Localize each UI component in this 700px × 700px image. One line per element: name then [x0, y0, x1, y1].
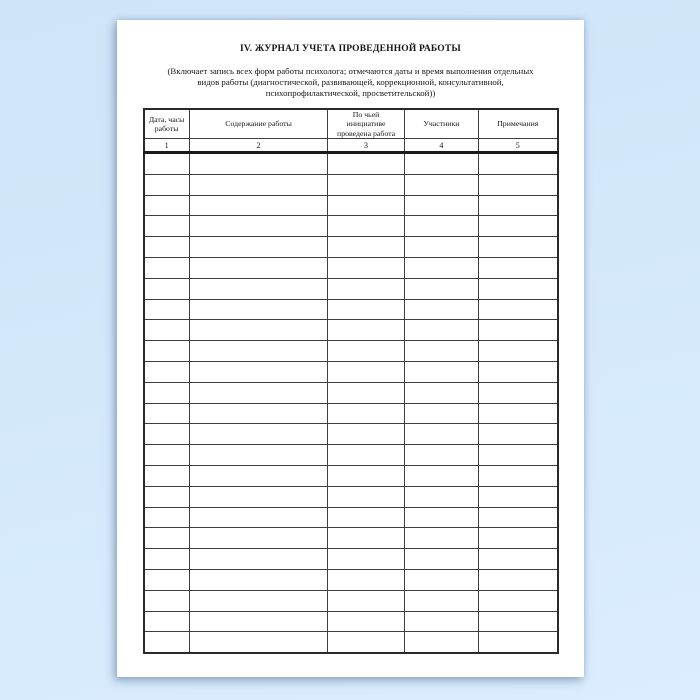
column-header-initiative	[328, 109, 404, 139]
empty-table-cell	[479, 278, 558, 299]
empty-table-cell	[189, 278, 328, 299]
empty-table-cell	[479, 237, 558, 258]
subtitle-line-1: (Включает запись всех форм работы психолога; отмечаются даты и время выполнения отдельных	[167, 66, 534, 76]
empty-table-cell	[144, 382, 190, 403]
empty-table-cell	[404, 299, 478, 320]
empty-table-cell	[479, 341, 558, 362]
empty-table-row	[144, 445, 558, 466]
empty-table-row	[144, 361, 558, 382]
empty-table-cell	[189, 528, 328, 549]
empty-table-cell	[328, 299, 404, 320]
empty-table-cell	[144, 424, 190, 445]
empty-table-cell	[479, 382, 558, 403]
empty-table-cell	[404, 590, 478, 611]
empty-table-cell	[404, 569, 478, 590]
empty-table-cell	[479, 549, 558, 570]
empty-table-cell	[328, 632, 404, 653]
empty-table-cell	[189, 361, 328, 382]
empty-table-cell	[404, 237, 478, 258]
empty-table-row	[144, 465, 558, 486]
empty-table-row	[144, 382, 558, 403]
empty-table-row	[144, 611, 558, 632]
empty-table-cell	[328, 257, 404, 278]
subtitle-line-3: психопрофилактической, просветительской))	[265, 88, 436, 98]
column-number-3: 3	[328, 139, 404, 153]
empty-table-cell	[404, 528, 478, 549]
empty-table-cell	[479, 590, 558, 611]
empty-table-cell	[189, 320, 328, 341]
empty-table-cell	[404, 174, 478, 195]
empty-table-cell	[479, 403, 558, 424]
empty-table-cell	[404, 382, 478, 403]
empty-table-cell	[404, 341, 478, 362]
empty-table-row	[144, 632, 558, 653]
column-number-row	[144, 139, 558, 153]
empty-table-cell	[404, 507, 478, 528]
empty-table-row	[144, 403, 558, 424]
empty-table-cell	[189, 611, 328, 632]
empty-table-cell	[189, 195, 328, 216]
empty-table-cell	[328, 195, 404, 216]
empty-table-cell	[144, 361, 190, 382]
empty-table-cell	[144, 528, 190, 549]
empty-table-cell	[479, 195, 558, 216]
empty-table-cell	[479, 153, 558, 175]
page-subtitle	[117, 66, 584, 99]
empty-table-cell	[144, 153, 190, 175]
empty-table-cell	[328, 486, 404, 507]
empty-table-cell	[328, 403, 404, 424]
empty-table-cell	[144, 486, 190, 507]
empty-table-cell	[144, 216, 190, 237]
empty-table-cell	[479, 320, 558, 341]
empty-table-cell	[189, 445, 328, 466]
empty-table-cell	[144, 195, 190, 216]
header-line: Дата, часы	[148, 114, 185, 124]
empty-table-cell	[144, 237, 190, 258]
empty-table-cell	[144, 403, 190, 424]
empty-table-cell	[144, 445, 190, 466]
empty-table-cell	[144, 507, 190, 528]
empty-table-cell	[189, 403, 328, 424]
empty-table-row	[144, 424, 558, 445]
empty-table-cell	[328, 237, 404, 258]
empty-table-cell	[189, 153, 328, 175]
empty-table-cell	[189, 465, 328, 486]
empty-table-row	[144, 486, 558, 507]
column-header-notes	[479, 109, 558, 139]
empty-table-row	[144, 320, 558, 341]
empty-table-cell	[144, 549, 190, 570]
header-line: Примечания	[497, 119, 539, 129]
empty-table-cell	[144, 174, 190, 195]
column-header-date-hours	[144, 109, 190, 139]
empty-table-cell	[189, 569, 328, 590]
header-line: По чьей	[352, 110, 380, 120]
empty-table-cell	[144, 257, 190, 278]
empty-table-cell	[189, 257, 328, 278]
empty-table-cell	[404, 257, 478, 278]
column-header-work-content	[189, 109, 328, 139]
empty-table-cell	[144, 341, 190, 362]
table-head	[144, 109, 558, 153]
empty-table-cell	[144, 611, 190, 632]
empty-table-cell	[404, 445, 478, 466]
empty-table-cell	[404, 549, 478, 570]
empty-table-cell	[404, 424, 478, 445]
header-line: Участники	[423, 119, 460, 129]
empty-table-cell	[404, 216, 478, 237]
empty-table-cell	[479, 445, 558, 466]
empty-table-cell	[404, 611, 478, 632]
empty-table-cell	[328, 507, 404, 528]
empty-table-cell	[328, 341, 404, 362]
empty-table-cell	[144, 320, 190, 341]
empty-table-cell	[328, 590, 404, 611]
empty-table-row	[144, 174, 558, 195]
document-page	[117, 20, 584, 677]
empty-table-cell	[144, 569, 190, 590]
empty-table-cell	[479, 507, 558, 528]
empty-table-cell	[404, 278, 478, 299]
empty-table-cell	[189, 486, 328, 507]
empty-table-cell	[479, 174, 558, 195]
empty-table-cell	[328, 153, 404, 175]
empty-table-cell	[328, 465, 404, 486]
empty-table-cell	[479, 611, 558, 632]
empty-table-cell	[144, 299, 190, 320]
empty-table-cell	[189, 424, 328, 445]
empty-table-row	[144, 341, 558, 362]
empty-table-cell	[328, 445, 404, 466]
empty-table-cell	[189, 507, 328, 528]
empty-table-cell	[479, 528, 558, 549]
column-number-1: 1	[144, 139, 190, 153]
empty-table-cell	[404, 361, 478, 382]
header-line: работы	[154, 124, 179, 133]
empty-table-cell	[189, 237, 328, 258]
empty-table-row	[144, 507, 558, 528]
empty-table-cell	[189, 590, 328, 611]
column-number-5: 5	[479, 139, 558, 153]
table-body	[144, 153, 558, 654]
empty-table-cell	[404, 195, 478, 216]
empty-table-row	[144, 590, 558, 611]
empty-table-cell	[479, 299, 558, 320]
empty-table-cell	[404, 153, 478, 175]
empty-table-cell	[189, 632, 328, 653]
empty-table-cell	[479, 216, 558, 237]
empty-table-row	[144, 549, 558, 570]
empty-table-row	[144, 528, 558, 549]
empty-table-cell	[189, 382, 328, 403]
empty-table-cell	[144, 632, 190, 653]
empty-table-cell	[189, 174, 328, 195]
empty-table-cell	[189, 299, 328, 320]
empty-table-cell	[144, 278, 190, 299]
empty-table-cell	[404, 403, 478, 424]
column-number-2: 2	[189, 139, 328, 153]
empty-table-cell	[479, 257, 558, 278]
work-log-table	[143, 108, 559, 654]
empty-table-row	[144, 216, 558, 237]
header-line: инициативе	[346, 119, 386, 129]
empty-table-cell	[328, 549, 404, 570]
empty-table-cell	[328, 278, 404, 299]
empty-table-cell	[479, 424, 558, 445]
empty-table-cell	[328, 528, 404, 549]
empty-table-cell	[189, 216, 328, 237]
empty-table-cell	[479, 569, 558, 590]
empty-table-cell	[144, 465, 190, 486]
empty-table-row	[144, 257, 558, 278]
empty-table-cell	[144, 590, 190, 611]
empty-table-cell	[404, 632, 478, 653]
empty-table-cell	[328, 320, 404, 341]
empty-table-cell	[479, 632, 558, 653]
empty-table-row	[144, 153, 558, 175]
empty-table-cell	[328, 216, 404, 237]
empty-table-row	[144, 237, 558, 258]
empty-table-cell	[404, 320, 478, 341]
column-number-4: 4	[404, 139, 478, 153]
header-line: Содержание работы	[225, 119, 292, 129]
empty-table-cell	[328, 569, 404, 590]
empty-table-cell	[189, 549, 328, 570]
empty-table-row	[144, 195, 558, 216]
column-header-participants	[404, 109, 478, 139]
empty-table-cell	[189, 341, 328, 362]
empty-table-row	[144, 569, 558, 590]
empty-table-cell	[404, 486, 478, 507]
empty-table-cell	[479, 465, 558, 486]
header-line: проведена работа	[337, 128, 396, 138]
page-title: IV. ЖУРНАЛ УЧЕТА ПРОВЕДЕННОЙ РАБОТЫ	[240, 44, 461, 54]
empty-table-cell	[328, 424, 404, 445]
empty-table-row	[144, 299, 558, 320]
table-header-row	[144, 109, 558, 139]
empty-table-cell	[328, 382, 404, 403]
empty-table-cell	[328, 611, 404, 632]
empty-table-cell	[479, 486, 558, 507]
empty-table-cell	[404, 465, 478, 486]
empty-table-cell	[328, 174, 404, 195]
empty-table-cell	[479, 361, 558, 382]
empty-table-cell	[328, 361, 404, 382]
empty-table-row	[144, 278, 558, 299]
subtitle-line-2: видов работы (диагностической, развивающей, коррекционной, консультативной,	[197, 77, 504, 87]
